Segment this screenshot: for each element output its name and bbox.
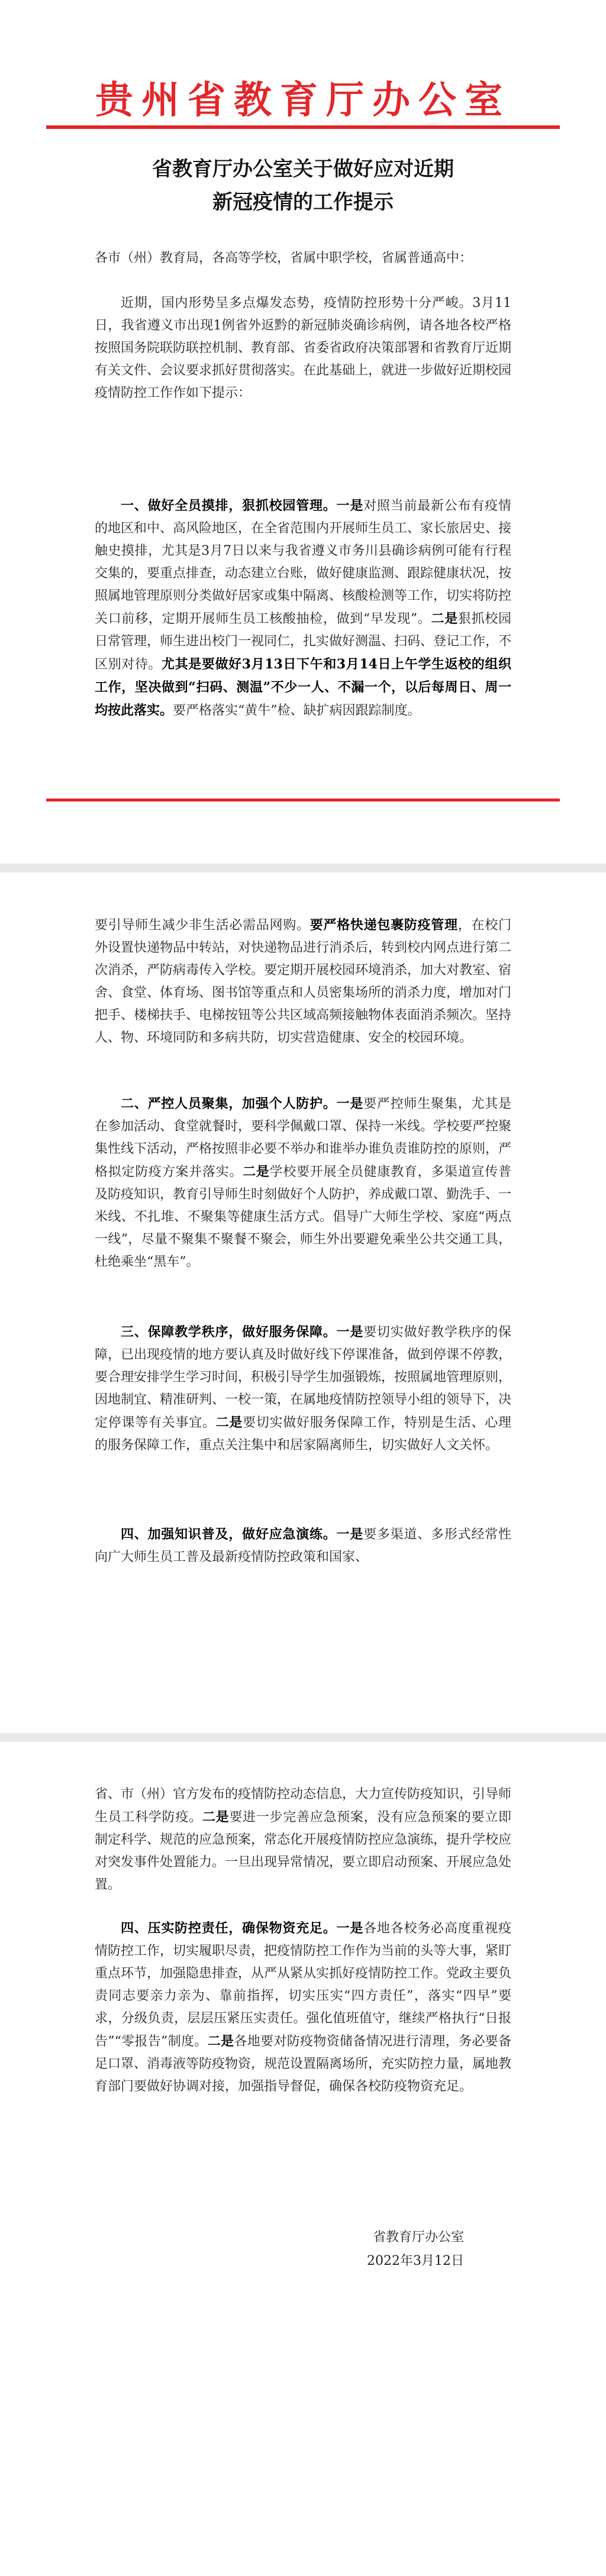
continued-text-b: ，在校门外设置快递物品中转站，对快递物品进行消杀后，转到校内网点进行第二次消杀，严防病毒传入学校。要定期开展校园环境消杀，加大对教室、宿舍、食堂、体育场、图书馆等重点和人员密集场所的消杀力度，增加对门把手、楼梯扶手、电梯按钮等公共区域高频接触物体表面消杀频次。坚持人、物、环境同防和多病共防，切实营造健康、安全的校园环境。 [95,918,512,1045]
section-2-point-1-text: 要严控师生聚集，尤其是在参加活动、食堂就餐时，要科学佩戴口罩、保持一米线。学校要严控聚集性线下活动，严格按照非必要不举办和谁举办谁负责谁防控的原则，严格拟定防疫方案并落实。 [95,1097,512,1179]
section-5-heading: 四、压实防控责任，确保物资充足。 [121,1921,337,1936]
section-5-point-1-label: 一是 [336,1921,364,1936]
section-3-paragraph [95,1321,511,1457]
footer-red-rule [46,799,560,801]
section-5-point-1-text: 各地各校务必高度重视疫情防控工作，切实履职尽责，把疫情防控工作作为当前的头等大事，紧盯重点环节，加强隐患排查，从严从紧从实抓好疫情防控工作。党政主要负责同志要亲力亲为、靠前指挥，切实压实“四方责任”，落实“四早”要求，分级负责，层层压紧压实责任。强化值班值守，继续严格执行“日报告”“零报告”制度。 [95,1921,512,2049]
section-3-point-2-text: 要切实做好服务保障工作，特别是生活、心理的服务保障工作，重点关注集中和居家隔离师生，切实做好人文关怀。 [95,1415,511,1453]
salutation: 各市（州）教育局，各高等学校，省属中职学校，省属普通高中： [95,251,473,266]
section-4-continued-text: 省、市（州）官方发布的疫情防控动态信息，大力宣传防疫知识，引导师生员工科学防疫。 [95,1787,512,1825]
package-control-label: 要严格快递包裹防疫管理 [310,917,458,933]
section-1-tail-text: 要严格落实“黄牛”检、缺扩病因跟踪制度。 [173,703,421,718]
document-title-line-2: 新冠疫情的工作提示 [212,190,394,214]
section-1-point-1-text: 对照当前最新公布有疫情的地区和中、高风险地区，在全省范围内开展师生员工、家长旅居史、接触史摸排，尤其是3月7日以来与我省遵义市务川县确诊病例可能有行程交集的，要重点排查，动态建立台账，做好健康监测、跟踪健康状况，按照属地管理原则分类做好居家或集中隔离、核酸检测等工作，切实将防控关口前移，定期开展师生员工核酸抽检，做到“早发现”。 [95,499,512,626]
section-3-point-2-label: 二是 [215,1415,243,1430]
section-2-paragraph [95,1093,511,1274]
document-page-2 [0,872,606,1733]
intro-paragraph: 近期，国内形势呈多点爆发态势，疫情防控形势十分严峻。3月11日，我省遵义市出现1例省外返黔的新冠肺炎确诊病例，请各地各校严格按照国务院联防联控机制、教育部、省委省政府决策部署和省教育厅近期有关文件、会议要求抓好贯彻落实。在此基础上，就进一步做好近期校园疫情防控工作作如下提示： [95,296,512,400]
section-5-point-2-label: 二是 [207,2034,234,2049]
signature-organization: 省教育厅办公室 [372,2230,464,2245]
section-4-point-2-text: 要进一步完善应急预案，没有应急预案的要立即制定科学、规范的应急预案，常态化开展疫情防控应急演练，提升学校应对突发事件处置能力。一旦出现异常情况，要立即启动预案、开展应急处置。 [95,1810,512,1892]
section-4-paragraph-cont [95,1783,511,1896]
section-5-point-2-text: 各地要对防疫物资储备情况进行清理，务必要备足口罩、消毒液等防疫物资，规范设置隔离场所，充实防控力量，属地教育部门要做好协调对接，加强指导督促，确保各校防疫物资充足。 [95,2034,512,2094]
section-2-heading: 二、严控人员聚集，加强个人防护。 [121,1096,337,1111]
section-4-paragraph-start [95,1523,511,1569]
section-1-paragraph [95,494,511,722]
document-page-3 [0,1742,606,2576]
signature-date: 2022年3月12日 [367,2254,464,2268]
section-1-point-2-text: 狠抓校园日常管理，师生进出校门一视同仁，扎实做好测温、扫码、登记工作，不区别对待。 [95,612,512,672]
document-title-line-1: 省教育厅办公室关于做好应对近期 [152,157,454,181]
section-1-point-2-label: 二是 [431,611,458,626]
document-page-1 [0,0,606,864]
section-2-point-2-text: 学校要开展全员健康教育，多渠道宣传普及防疫知识，教育引导师生时刻做好个人防护，养成戴口罩、勤洗手、一米线、不扎堆、不聚集等健康生活方式。倡导广大师生学校、家庭“两点一线”，尽量不聚集不聚餐不聚会，师生外出要避免乘坐公共交通工具，杜绝乘坐“黑车”。 [95,1165,512,1269]
section-1-bold-notice: 尤其是要做好3月13日下午和3月14日上午学生返校的组织工作，坚决做到“扫码、测温”不少一人、不漏一个，以后每周日、周一均按此落实。 [95,657,511,718]
page-2-continued-paragraph [95,914,511,1049]
section-1-heading: 一、做好全员摸排，狠抓校园管理。 [121,498,337,513]
section-3-point-1-label: 一是 [336,1324,364,1340]
section-3-heading: 三、保障教学秩序，做好服务保障。 [121,1324,337,1340]
section-1-point-1-label: 一是 [336,498,364,513]
letterhead-red-rule [46,125,560,129]
section-5-paragraph [95,1917,511,2098]
section-4-point-1-label: 一是 [336,1527,364,1542]
section-4-point-2-label: 二是 [202,1809,230,1825]
section-2-point-2-label: 二是 [243,1164,270,1179]
continued-text-a: 要引导师生减少非生活必需品网购。 [95,918,310,933]
section-3-point-1-text: 要切实做好教学秩序的保障，已出现疫情的地方要认真及时做好线下停课准备，做到停课不停教，要合理安排学生学习时间，积极引导学生加强锻炼，按照属地管理原则，因地制宜、精准研判、一校一策，在属地疫情防控领导小组的领导下，决定停课等有关事宜。 [95,1325,512,1430]
section-2-point-1-label: 一是 [336,1096,364,1111]
section-4-heading: 四、加强知识普及，做好应急演练。 [121,1527,337,1542]
section-4-point-1-text: 要多渠道、多形式经常性向广大师生员工普及最新疫情防控政策和国家、 [95,1527,511,1565]
letterhead-title: 贵州省教育厅办公室 [95,79,511,122]
